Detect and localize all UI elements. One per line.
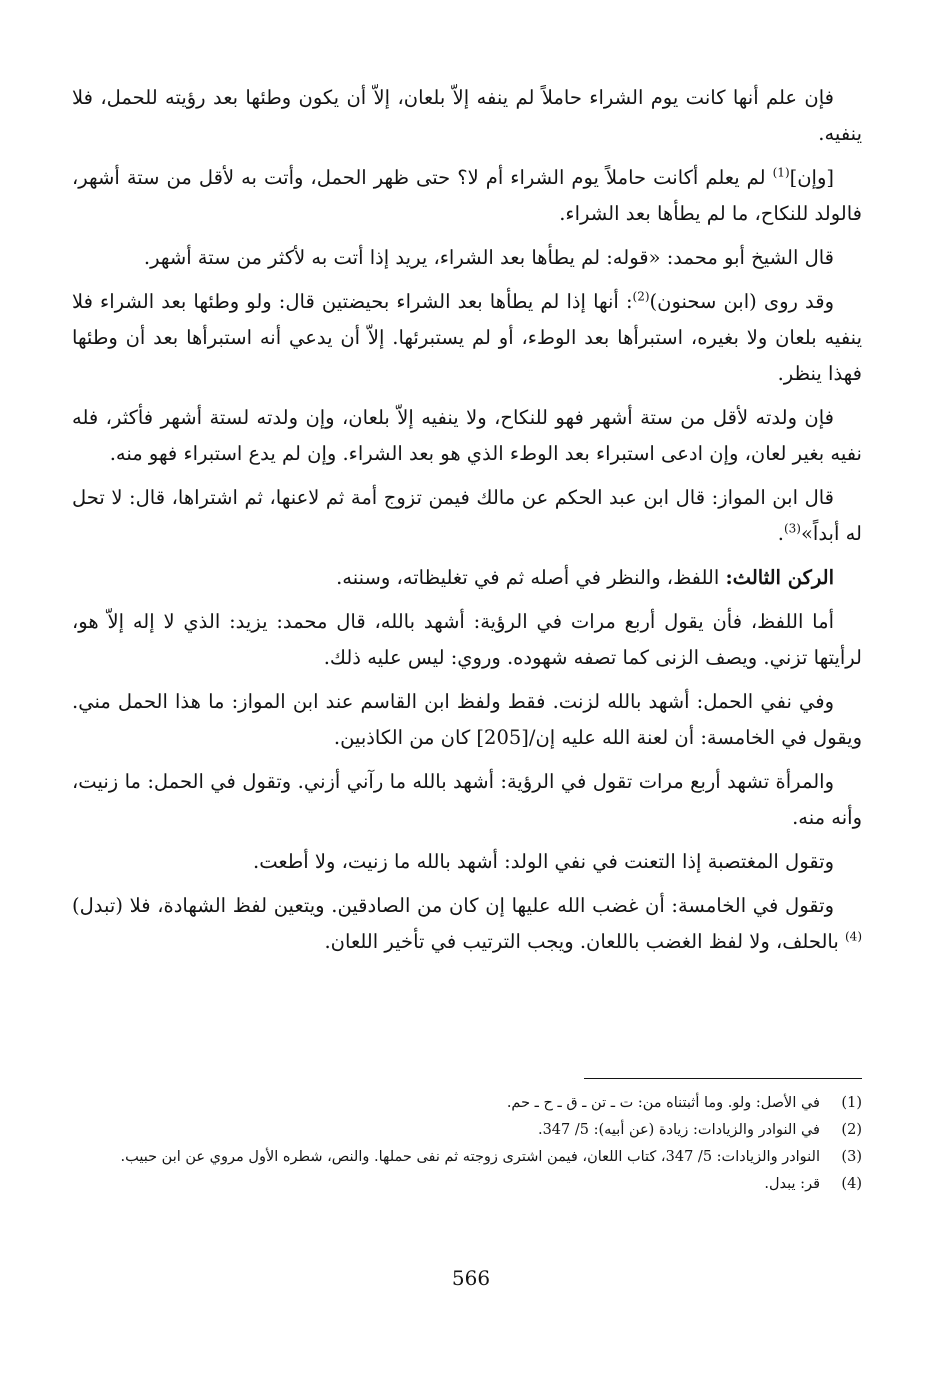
paragraph	[72, 604, 862, 676]
paragraph	[72, 764, 862, 836]
paragraph	[72, 240, 862, 276]
page-number: 566	[451, 1266, 491, 1290]
paragraph	[72, 160, 862, 232]
footnote-text: قر: يبدل.	[764, 1176, 820, 1192]
footnote	[72, 1117, 862, 1144]
paragraph	[72, 844, 862, 880]
paragraph-text: وتقول في الخامسة: أن غضب الله عليها إن كان من الصادقين. ويتعين لفظ الشهادة، فلا (تبدل)	[72, 894, 834, 917]
footnote	[72, 1171, 862, 1198]
paragraph-text: .	[777, 522, 784, 545]
footnote-text: في النوادر والزيادات: زيادة (عن أبيه): 5/ 347.	[537, 1122, 820, 1138]
footnote-divider	[584, 1078, 862, 1079]
footnote	[72, 1090, 862, 1117]
paragraph	[72, 560, 862, 596]
footnote-reference: (3)	[783, 521, 801, 536]
paragraph-text: : أنها إذا لم يطأها بعد الشراء بحيضتين قال: ولو وطئها بعد الشراء فلا ينفيه بلعان ولا بغيره، استبرأها بعد الوطء، أو لم يستبرئها. إلاّ أن يدعي أنه استبرأها بعد أن وطئها فهذا ينظر.	[72, 290, 862, 385]
paragraph	[72, 480, 862, 552]
paragraph-text: اللفظ، والنظر في أصله ثم في تغليظاته، وسننه.	[336, 566, 726, 589]
section-heading: الركن الثالث:	[725, 566, 834, 589]
paragraph	[72, 684, 862, 756]
footnote-number: (1)	[841, 1095, 862, 1111]
footnote-text: في الأصل: ولو. وما أثبتناه من: ت ـ تن ـ ق ـ ح ـ حم.	[506, 1095, 820, 1111]
paragraph	[72, 80, 862, 152]
paragraph-text: وتقول المغتصبة إذا التعنت في نفي الولد: أشهد بالله ما زنيت، ولا أطعت.	[253, 850, 834, 873]
paragraph-text: قال ابن المواز: قال ابن عبد الحكم عن مالك فيمن تزوج أمة ثم لاعنها، ثم اشتراها، قال: لا تحل له أبداً»	[72, 486, 862, 545]
footnote-reference: (2)	[632, 289, 650, 304]
paragraph-text: أما اللفظ، فأن يقول أربع مرات في الرؤية: أشهد بالله، قال محمد: يزيد: الذي لا إله إلاّ هو، لرأيتها تزني. ويصف الزنى كما تصفه شهوده. وروي: ليس عليه ذلك.	[72, 610, 862, 669]
footnote-reference: (1)	[772, 165, 790, 180]
footnote-text: النوادر والزيادات: 5/ 347، كتاب اللعان، فيمن اشترى زوجته ثم نفى حملها. والنص، شطره الأول مروي عن ابن حبيب.	[120, 1149, 820, 1165]
paragraph-text: وقد روى (ابن سحنون)	[649, 290, 834, 313]
paragraph	[72, 888, 862, 960]
paragraph-text: قال الشيخ أبو محمد: «قوله: لم يطأها بعد الشراء، يريد إذا أتت به لأكثر من ستة أشهر.	[143, 246, 834, 269]
paragraph	[72, 284, 862, 392]
footnote-number: (3)	[841, 1149, 862, 1165]
paragraph-text: بالحلف، ولا لفظ الغضب باللعان. ويجب الترتيب في تأخير اللعان.	[324, 930, 845, 953]
footnote-number: (4)	[841, 1176, 862, 1192]
paragraph-text: فإن ولدته لأقل من ستة أشهر فهو للنكاح، ولا ينفيه إلاّ بلعان، وإن ولدته لستة أشهر فأكثر، فله نفيه بغير لعان، وإن ادعى استبراء بعد الوطء الذي هو بعد الشراء. وإن لم يدع استبراء فهو منه.	[72, 406, 862, 465]
paragraph-text: [وإن]	[789, 166, 834, 189]
paragraph-text: وفي نفي الحمل: أشهد بالله لزنت. فقط ولفظ ابن القاسم عند ابن المواز: ما هذا الحمل مني. ويقول في الخامسة: أن لعنة الله عليه إن/[205] كان من الكاذبين.	[72, 690, 862, 749]
main-text	[72, 80, 862, 968]
footnotes	[72, 1090, 862, 1198]
paragraph-text: لم يعلم أكانت حاملاً يوم الشراء أم لا؟ حتى ظهر الحمل، وأتت به لأقل من ستة أشهر، فالولد للنكاح، ما لم يطأها بعد الشراء.	[72, 166, 862, 225]
footnote	[72, 1144, 862, 1171]
paragraph-text: فإن علم أنها كانت يوم الشراء حاملاً لم ينفه إلاّ بلعان، إلاّ أن يكون وطئها بعد رؤيته للحمل، فلا ينفيه.	[72, 86, 862, 145]
paragraph-text: والمرأة تشهد أربع مرات تقول في الرؤية: أشهد بالله ما رآني أزني. وتقول في الحمل: ما زنيت، وأنه منه.	[72, 770, 862, 829]
footnote-number: (2)	[841, 1122, 862, 1138]
paragraph	[72, 400, 862, 472]
footnote-reference: (4)	[844, 929, 862, 944]
